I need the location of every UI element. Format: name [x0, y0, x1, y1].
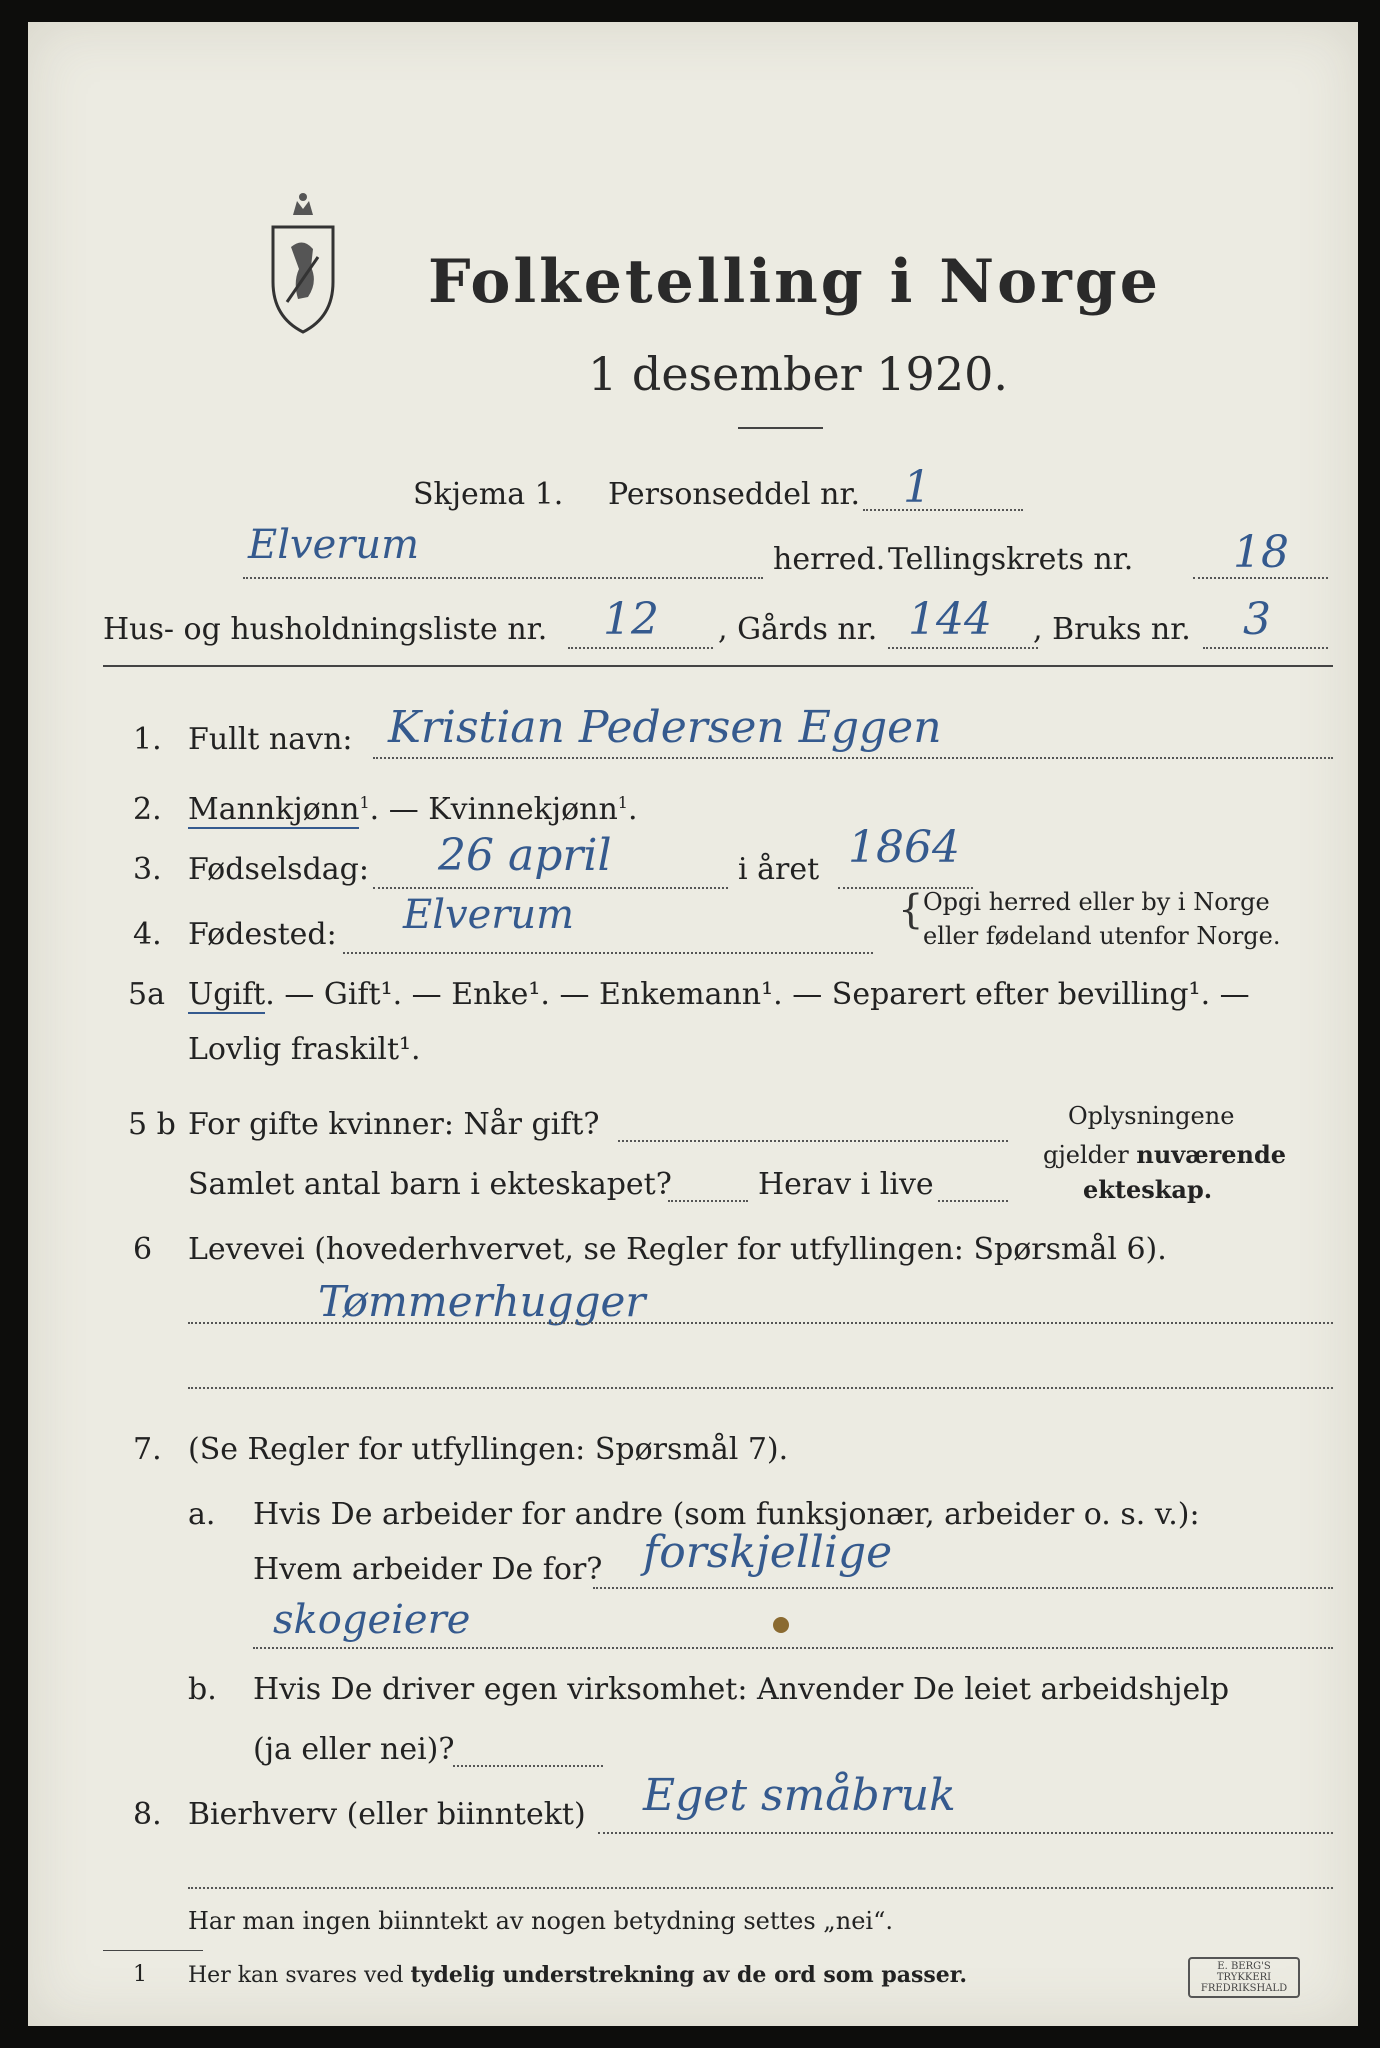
footnote-rule: [103, 1950, 203, 1951]
q5b-note-line3: ekteskap.: [1083, 1175, 1213, 1204]
q7a-value2: skogeiere: [273, 1597, 471, 1643]
q7a-letter: a.: [188, 1497, 216, 1532]
q5b-note-line2: gjelder nuværende: [1043, 1140, 1287, 1169]
hus-value: 12: [603, 594, 659, 645]
census-form-page: [28, 22, 1358, 2026]
q1-line: [373, 757, 1333, 759]
q5a-line2: Lovlig fraskilt¹.: [188, 1032, 421, 1067]
title-divider: [738, 427, 823, 429]
q8-value: Eget småbruk: [643, 1770, 956, 1821]
q4-label: Fødested:: [188, 917, 337, 952]
q3-year-label: i året: [738, 852, 820, 887]
q3-date-value: 26 april: [438, 830, 612, 881]
q2-male-option: Mannkjønn: [188, 792, 360, 827]
q5b-married-line: [618, 1140, 1008, 1142]
gards-value: 144: [908, 594, 992, 645]
personseddel-value: 1: [903, 462, 931, 513]
tellingskrets-value: 18: [1233, 527, 1289, 578]
q2-options: Mannkjønn$^1$. — Kvinnekjønn$^1$.: [188, 792, 638, 827]
q3-year-value: 1864: [848, 822, 960, 873]
q5a-options: Ugift. — Gift¹. — Enke¹. — Enkemann¹. — Separert efter bevilling¹. —: [188, 977, 1250, 1012]
q4-line: [343, 952, 873, 954]
q6-label: Levevei (hovederhvervet, se Regler for utfyllingen: Spørsmål 6).: [188, 1232, 1167, 1267]
q8-line: [598, 1832, 1333, 1834]
tellingskrets-label: Tellingskrets nr.: [888, 542, 1134, 577]
gards-line: [888, 647, 1038, 649]
hus-line: [568, 647, 713, 649]
q5b-herav-label: Herav i live: [758, 1167, 934, 1202]
q2-number: 2.: [133, 792, 162, 827]
bruks-label: , Bruks nr.: [1033, 612, 1191, 647]
q1-number: 1.: [133, 722, 162, 757]
skjema-label: Skjema 1.: [413, 477, 564, 512]
personseddel-line: [863, 509, 1023, 511]
bruks-line: [1203, 647, 1328, 649]
herred-line: [243, 577, 763, 579]
form-title: Folketelling i Norge: [428, 247, 1161, 317]
q7-label: (Se Regler for utfyllingen: Spørsmål 7).: [188, 1432, 789, 1467]
header-rule: [103, 665, 1333, 667]
q7b-text2: (ja eller nei)?: [253, 1732, 455, 1767]
q3-label: Fødselsdag:: [188, 852, 369, 887]
q7b-line: [453, 1765, 603, 1767]
q6-value: Tømmerhugger: [318, 1277, 646, 1326]
q1-value: Kristian Pedersen Eggen: [388, 702, 942, 753]
printer-stamp: E. BERG'S TRYKKERI FREDRIKSHALD: [1188, 1957, 1300, 1998]
footnote-mark: 1: [133, 1962, 147, 1987]
ink-blot: [773, 1617, 789, 1633]
census-date: 1 desember 1920.: [588, 347, 1008, 401]
hus-label: Hus- og husholdningsliste nr.: [103, 612, 548, 647]
q7a-line2: [253, 1647, 1333, 1649]
q5b-samlet-label: Samlet antal barn i ekteskapet?: [188, 1167, 672, 1202]
q1-label: Fullt navn:: [188, 722, 353, 757]
q5b-herav-line: [938, 1200, 1008, 1202]
bruks-value: 3: [1243, 594, 1271, 645]
q3-date-line: [373, 887, 728, 889]
q6-line1: [188, 1322, 1333, 1324]
q3-number: 3.: [133, 852, 162, 887]
q8-label: Bierhverv (eller biinntekt): [188, 1797, 586, 1832]
q4-note-line1: Opgi herred eller by i Norge: [923, 888, 1270, 916]
q5b-label: For gifte kvinner: Når gift?: [188, 1107, 600, 1142]
q6-line2: [188, 1387, 1333, 1389]
herred-value: Elverum: [248, 522, 420, 568]
norway-coat-of-arms-icon: [263, 187, 343, 337]
q8-number: 8.: [133, 1797, 162, 1832]
q7a-text: Hvis De arbeider for andre (som funksjonær, arbeider o. s. v.):: [253, 1497, 1200, 1532]
q4-value: Elverum: [403, 892, 575, 938]
q5b-samlet-line: [668, 1200, 748, 1202]
q7a-line1: [593, 1587, 1333, 1589]
footer-note: Har man ingen biinntekt av nogen betydning settes „nei“.: [188, 1907, 893, 1935]
herred-label: herred.: [773, 542, 886, 577]
q5a-ugift-option: Ugift: [188, 977, 266, 1012]
q5a-number: 5a: [128, 977, 165, 1012]
q5b-note-line1: Oplysningene: [1068, 1102, 1235, 1130]
gards-label: , Gårds nr.: [718, 612, 878, 647]
q7a-hvem-label: Hvem arbeider De for?: [253, 1552, 603, 1587]
q7a-value1: forskjellige: [643, 1527, 893, 1578]
q6-number: 6: [133, 1232, 153, 1267]
q8-line2: [188, 1887, 1333, 1889]
q4-brace: {: [898, 887, 924, 933]
q7b-letter: b.: [188, 1672, 217, 1707]
footnote-text: Her kan svares ved tydelig understrekning av de ord som passer.: [188, 1962, 968, 1988]
q4-note-line2: eller fødeland utenfor Norge.: [923, 922, 1281, 950]
q5b-number: 5 b: [128, 1107, 176, 1142]
q4-number: 4.: [133, 917, 162, 952]
personseddel-label: Personseddel nr.: [608, 477, 861, 512]
q7b-text: Hvis De driver egen virksomhet: Anvender De leiet arbeidshjelp: [253, 1672, 1230, 1707]
q7-number: 7.: [133, 1432, 162, 1467]
